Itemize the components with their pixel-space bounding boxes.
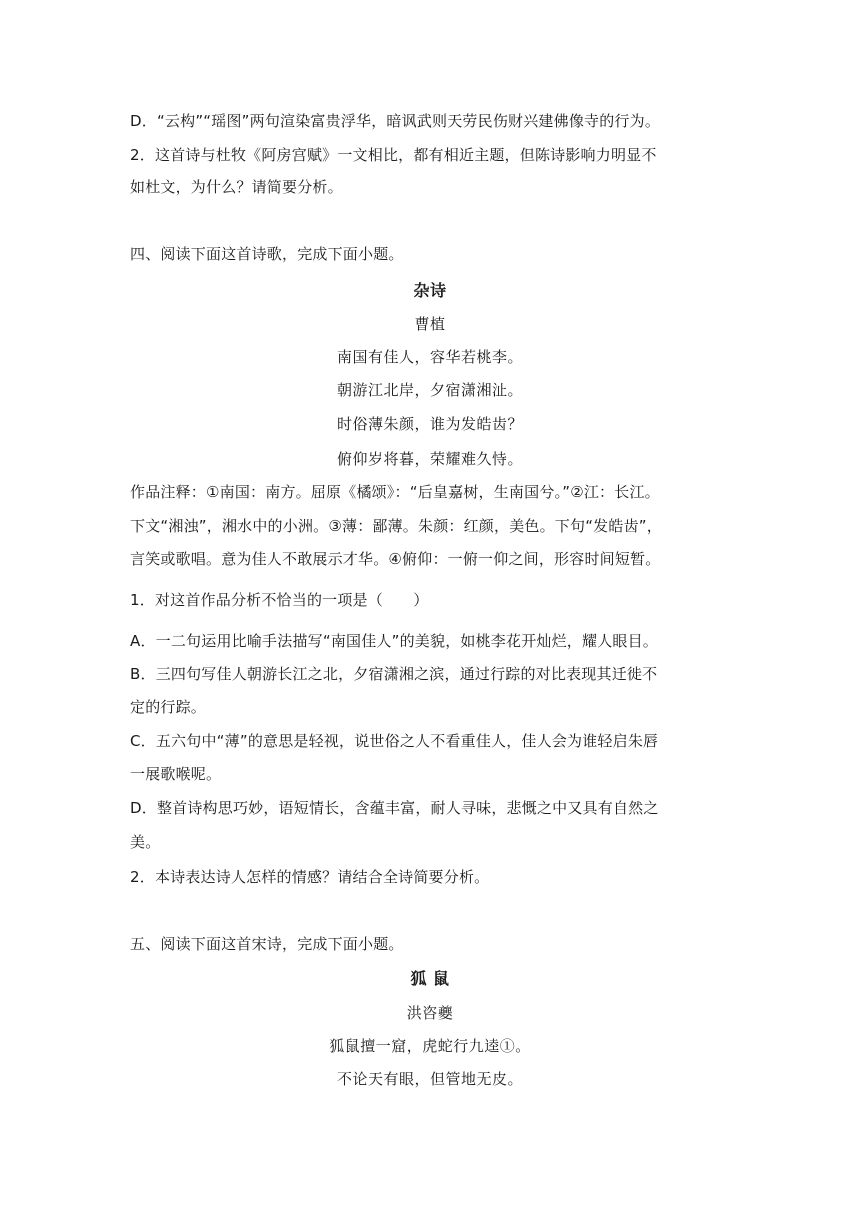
prev-question-2-line-2: 如杜文，为什么？请简要分析。 (130, 178, 343, 196)
section-5-poem-author: 洪咨夔 (406, 1004, 454, 1022)
section-5-poem-line: 狐鼠擅一窟，虎蛇行九逵①。 (329, 1037, 531, 1055)
section-4-note-line: 言笑或歌唱。意为佳人不敢展示才华。④俯仰：一俯一仰之间，形容时间短暂。 (130, 550, 661, 568)
section-5-poem-title: 狐 鼠 (410, 969, 450, 988)
section-4-option-line: 一展歌喉呢。 (130, 765, 222, 783)
section-4-question-1: 1．对这首作品分析不恰当的一项是（ ） (130, 591, 429, 609)
section-4-option-line: 定的行踪。 (130, 698, 207, 716)
section-4-poem-line: 南国有佳人，容华若桃李。 (336, 348, 523, 366)
section-4-poem-line: 俯仰岁将暮，荣耀难久恃。 (336, 450, 523, 468)
section-4-poem-line: 时俗薄朱颜，谁为发皓齿？ (336, 415, 523, 433)
section-4-option-line: D．整首诗构思巧妙，语短情长，含蕴丰富，耐人寻味，悲慨之中又具有自然之 (130, 799, 659, 817)
prev-option-d: D．“云构”“瑶图”两句渲染富贵浮华，暗讽武则天劳民伤财兴建佛像寺的行为。 (130, 112, 661, 130)
section-4-heading: 四、阅读下面这首诗歌，完成下面小题。 (130, 245, 404, 263)
section-4-option-line: A．一二句运用比喻手法描写“南国佳人”的美貌，如桃李花开灿烂，耀人眼目。 (130, 632, 659, 650)
section-4-poem-title: 杂诗 (413, 281, 447, 300)
section-4-poem-line: 朝游江北岸，夕宿潇湘沚。 (336, 381, 523, 399)
section-4-note-line: 作品注释：①南国：南方。屈原《橘颂》：“后皇嘉树，生南国兮。”②江：长江。 (130, 483, 660, 501)
prev-question-2-line-1: 2．这首诗与杜牧《阿房宫赋》一文相比，都有相近主题，但陈诗影响力明显不 (130, 146, 657, 164)
section-4-option-line: B．三四句写佳人朝游长江之北，夕宿潇湘之滨，通过行踪的对比表现其迁徙不 (130, 665, 658, 683)
section-4-poem-author: 曹植 (414, 315, 446, 333)
section-5-poem-line: 不论天有眼，但管地无皮。 (336, 1070, 523, 1088)
section-4-option-line: 美。 (130, 833, 161, 851)
section-4-option-line: C．五六句中“薄”的意思是轻视，说世俗之人不看重佳人，佳人会为谁轻启朱唇 (130, 732, 659, 750)
section-4-note-line: 下文“湘浊”，湘水中的小洲。③薄：鄙薄。朱颜：红颜，美色。下句“发皓齿”， (130, 517, 662, 535)
section-4-question-2: 2．本诗表达诗人怎样的情感？请结合全诗简要分析。 (130, 868, 490, 886)
section-5-heading: 五、阅读下面这首宋诗，完成下面小题。 (130, 935, 404, 953)
